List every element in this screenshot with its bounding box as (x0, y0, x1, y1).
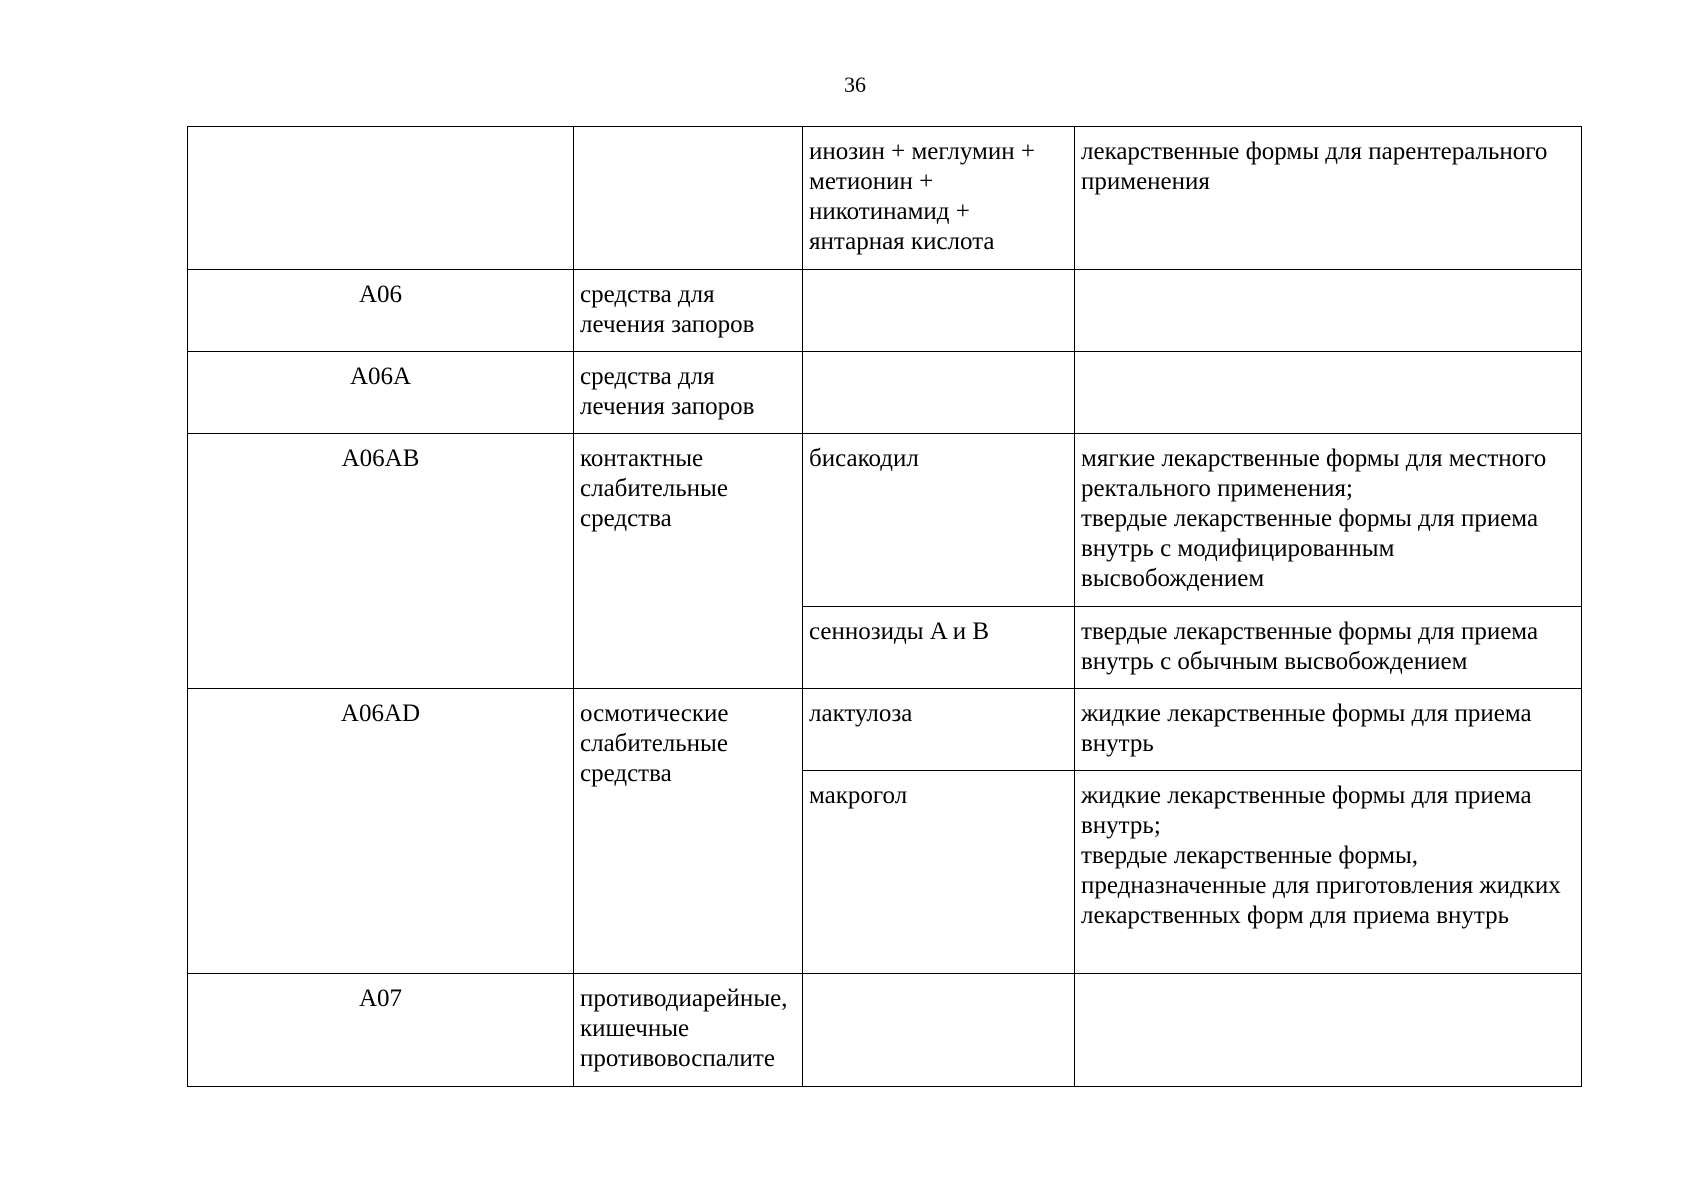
atc-code-cell: A06A (188, 352, 574, 434)
table-row (188, 270, 1582, 352)
group-cell: средства для лечения запоров (574, 270, 803, 352)
dosage-form-line: жидкие лекарственные формы для приема внутрь; (1081, 782, 1532, 839)
atc-code-cell: A07 (188, 974, 574, 1087)
atc-code-cell: A06 (188, 270, 574, 352)
table-row (188, 689, 1582, 771)
table-row (188, 352, 1582, 434)
table-row (188, 434, 1582, 607)
page-number: 36 (844, 72, 866, 97)
group-cell: средства для лечения запоров (574, 352, 803, 434)
atc-code-cell: A06AB (188, 434, 574, 689)
drug-cell: лактулоза (803, 689, 1075, 771)
drug-cell: сеннозиды A и B (803, 607, 1075, 689)
group-cell (574, 127, 803, 270)
group-cell: осмотические слабительные средства (574, 689, 803, 974)
drug-cell: макрогол (803, 771, 1075, 974)
dosage-form-cell (1075, 352, 1582, 434)
dosage-form-line: мягкие лекарственные формы для местного ректального применения; (1081, 445, 1547, 502)
group-cell: контактные слабительные средства (574, 434, 803, 689)
drug-cell (803, 974, 1075, 1087)
drug-cell: бисакодил (803, 434, 1075, 607)
dosage-form-line: твердые лекарственные формы, предназначенные для приготовления жидких лекарственных форм для приема внутрь (1081, 842, 1561, 929)
table-row (188, 127, 1582, 270)
group-cell: противодиарейные, кишечные противовоспалите (574, 974, 803, 1087)
dosage-form-cell: лекарственные формы для парентерального применения (1075, 127, 1582, 270)
drug-classification-table (187, 126, 1582, 1087)
dosage-form-cell (1075, 270, 1582, 352)
dosage-form-cell: жидкие лекарственные формы для приема внутрь (1075, 689, 1582, 771)
table-row (188, 974, 1582, 1087)
dosage-form-cell (1075, 974, 1582, 1087)
dosage-form-line: твердые лекарственные формы для приема внутрь с модифицированным высвобождением (1081, 505, 1539, 592)
drug-cell: инозин + меглумин + метионин + никотинамид + янтарная кислота (803, 127, 1075, 270)
dosage-form-cell (1075, 434, 1582, 607)
dosage-form-cell (1075, 771, 1582, 974)
drug-cell (803, 352, 1075, 434)
atc-code-cell (188, 127, 574, 270)
atc-code-cell: A06AD (188, 689, 574, 974)
drug-cell (803, 270, 1075, 352)
dosage-form-cell: твердые лекарственные формы для приема внутрь с обычным высвобождением (1075, 607, 1582, 689)
